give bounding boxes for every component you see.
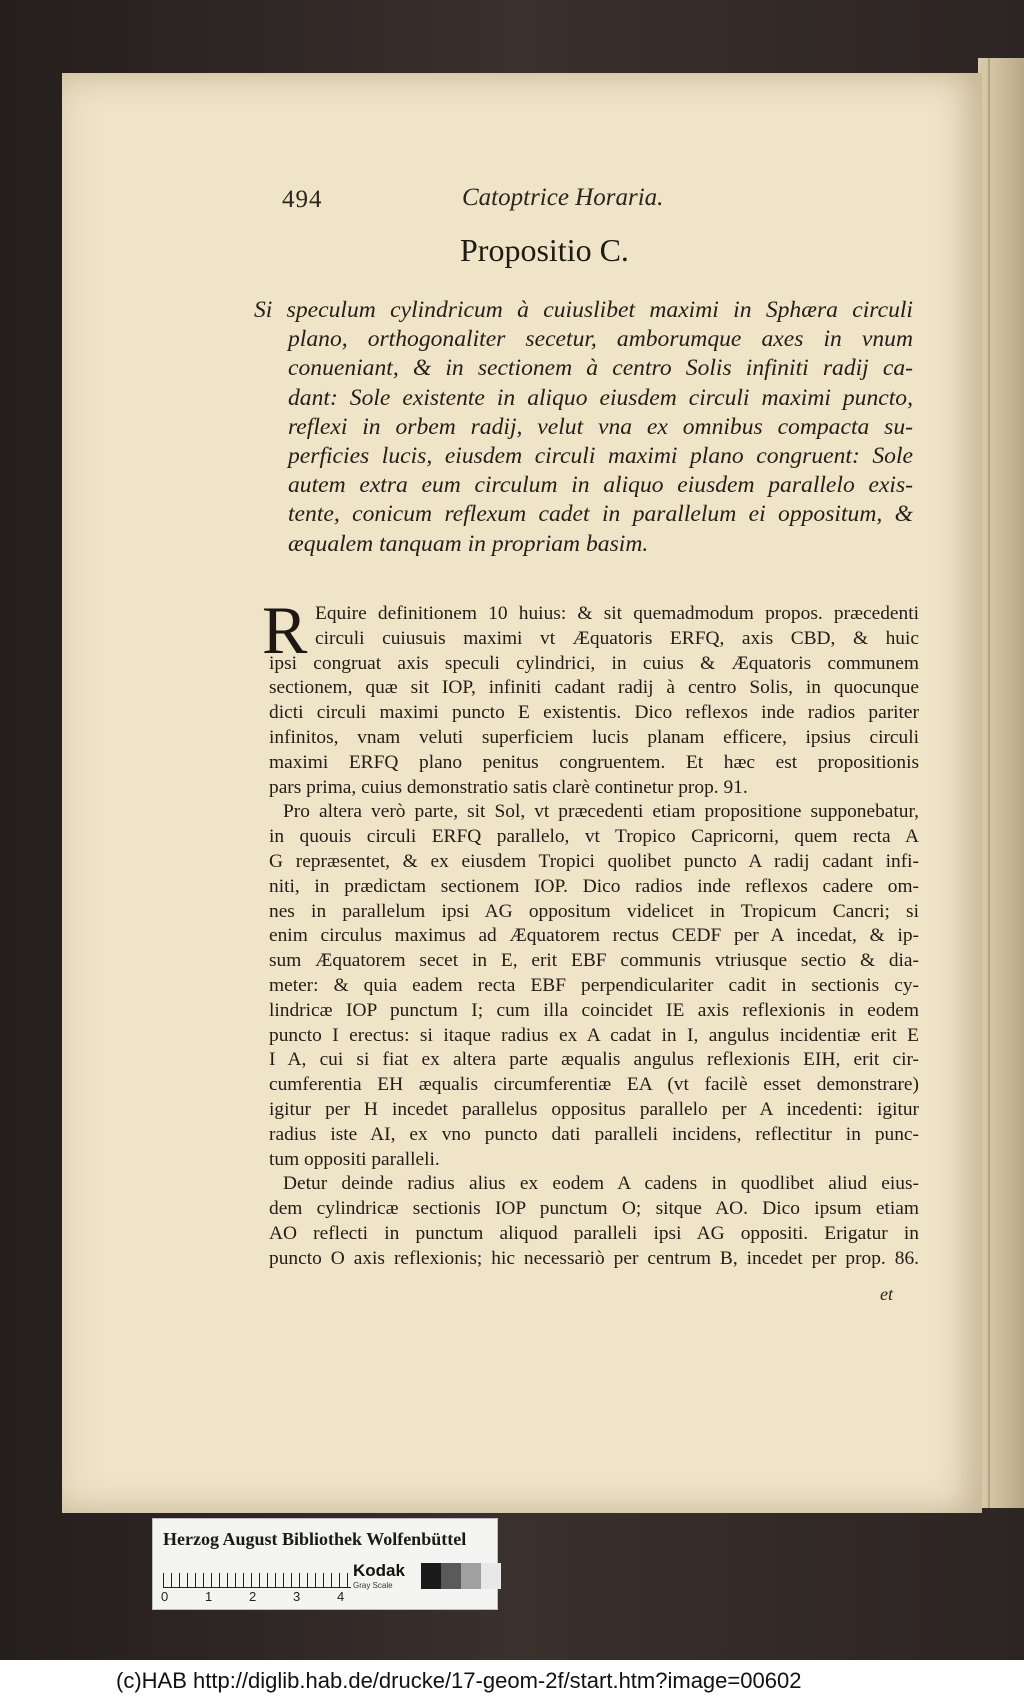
body-line: igitur per H incedet parallelus oppositus parallelo per A incedenti: igitur xyxy=(269,1098,919,1120)
proposition-title: Propositio C. xyxy=(460,232,629,268)
kodak-logo: Kodak xyxy=(353,1561,405,1580)
page-header xyxy=(282,180,922,220)
body-line: puncto O axis reflexionis; hic necessariò per centrum B, incedet per prop. 86. xyxy=(269,1247,919,1269)
body-line: pars prima, cuius demonstratio satis clarè continetur prop. 91. xyxy=(269,776,748,798)
body-line: dicti circuli maximi puncto E existentis. Dico reflexos inde radios pariter xyxy=(269,702,919,724)
body-line: G repræsentet, & ex eiusdem Tropici quolibet puncto A radij cadant infi- xyxy=(269,850,919,872)
drop-cap: R xyxy=(262,592,308,668)
body-line: sectionem, quæ sit IOP, infiniti cadant radij à centro Solis, in quocunque xyxy=(269,677,919,699)
ruler-number: 1 xyxy=(205,1589,213,1604)
gray-swatch xyxy=(461,1563,481,1589)
scale-ruler xyxy=(163,1563,351,1588)
body-line: infinitos, vnam veluti superficiem lucis planam efficere, ipsius circuli xyxy=(269,726,919,748)
enunciation-line: plano, orthogonaliter secetur, amborumque axes in vnum xyxy=(288,326,913,353)
enunciation-line: conueniant, & in sectionem à centro Solis infiniti radij ca- xyxy=(288,355,913,382)
catchword: et xyxy=(880,1284,893,1304)
running-title: Catoptrice Horaria. xyxy=(462,184,664,211)
gray-swatch xyxy=(481,1563,501,1589)
body-line: AO reflecti in punctum aliquod paralleli ipsi AG oppositi. Erigatur in xyxy=(269,1222,919,1244)
enunciation-line: æqualem tanquam in propriam basim. xyxy=(288,530,649,557)
body-line: puncto I erectus: si itaque radius ex A cadat in I, angulus incidentiæ erit E xyxy=(269,1024,919,1046)
enunciation-line: dant: Sole existente in aliquo eiusdem circuli maximi puncto, xyxy=(288,384,913,411)
library-name: Herzog August Bibliothek Wolfenbüttel xyxy=(163,1529,467,1549)
body-text xyxy=(269,602,919,1272)
body-line: Detur deinde radius alius ex eodem A cadens in quodlibet aliud eius- xyxy=(283,1173,919,1195)
footer-bar xyxy=(0,1660,1024,1702)
enunciation-line: autem extra eum circulum in aliquo eiusdem parallelo exis- xyxy=(288,472,913,499)
body-line: radius iste AI, ex vno puncto dati paralleli incidens, reflectitur in punc- xyxy=(269,1123,919,1145)
body-line: lindricæ IOP punctum I; cum illa coincidet IE axis reflexionis in eodem xyxy=(269,999,919,1021)
proposition-enunciation xyxy=(254,296,913,559)
body-line: in quouis circuli ERFQ parallelo, vt Tropico Capricorni, quem recta A xyxy=(269,826,919,848)
page-number: 494 xyxy=(282,186,323,213)
color-calibration-card xyxy=(152,1518,498,1610)
ruler-number: 2 xyxy=(249,1589,257,1604)
ruler-number: 4 xyxy=(337,1589,345,1604)
body-line: dem cylindricæ sectionis IOP punctum O; sitque AO. Dico ipsum etiam xyxy=(269,1198,919,1220)
gray-swatch xyxy=(421,1563,441,1589)
enunciation-line: tente, conicum reflexum cadet in parallelum ei oppositum, & xyxy=(288,501,913,528)
copyright-credit: (c)HAB http://diglib.hab.de/drucke/17-geom-2f/start.htm?image=00602 xyxy=(116,1668,802,1693)
body-line: enim circulus maximus ad Æquatorem rectus CEDF per A incedat, & ip- xyxy=(269,925,919,947)
body-line: sum Æquatorem secet in E, erit EBF communis vtriusque sectio & dia- xyxy=(269,950,919,972)
enunciation-line: Si speculum cylindricum à cuiuslibet maximi in Sphæra circuli xyxy=(254,297,913,323)
body-line: I A, cui si fiat ex altera parte æqualis angulus reflexionis EIH, erit cir- xyxy=(269,1049,919,1071)
body-line: maximi ERFQ plano penitus congruentem. Et hæc est propositionis xyxy=(269,751,919,773)
ruler-number: 0 xyxy=(161,1589,169,1604)
body-line: circuli cuiusuis maximi vt Æquatoris ERFQ, axis CBD, & huic xyxy=(315,627,919,649)
gray-scale-label: Gray Scale xyxy=(353,1581,393,1590)
body-line: tum oppositi paralleli. xyxy=(269,1148,440,1170)
body-line: Equire definitionem 10 huius: & sit quemadmodum propos. præcedenti xyxy=(315,603,919,624)
body-line: ipsi congruat axis speculi cylindrici, in cuius & Æquatoris communem xyxy=(269,652,919,674)
enunciation-line: perficies lucis, eiusdem circuli maximi plano congruent: Sole xyxy=(288,443,913,470)
enunciation-line: reflexi in orbem radij, velut vna ex omnibus compacta su- xyxy=(288,413,913,440)
ruler-number: 3 xyxy=(293,1589,301,1604)
body-line: nes in parallelum ipsi AG oppositum videlicet in Tropicum Cancri; si xyxy=(269,900,919,922)
body-line: niti, in prædictam sectionem IOP. Dico radios inde reflexos cadere om- xyxy=(269,875,919,897)
body-line: meter: & quia eadem recta EBF perpendiculariter cadit in sectionis cy- xyxy=(269,974,919,996)
facing-page-edge xyxy=(978,58,1024,1508)
body-line: cumferentia EH æqualis circumferentiæ EA (vt facilè esset demonstrare) xyxy=(269,1074,919,1096)
gray-swatch xyxy=(441,1563,461,1589)
body-line: Pro altera verò parte, sit Sol, vt præcedenti etiam propositione supponebatur, xyxy=(283,801,919,823)
